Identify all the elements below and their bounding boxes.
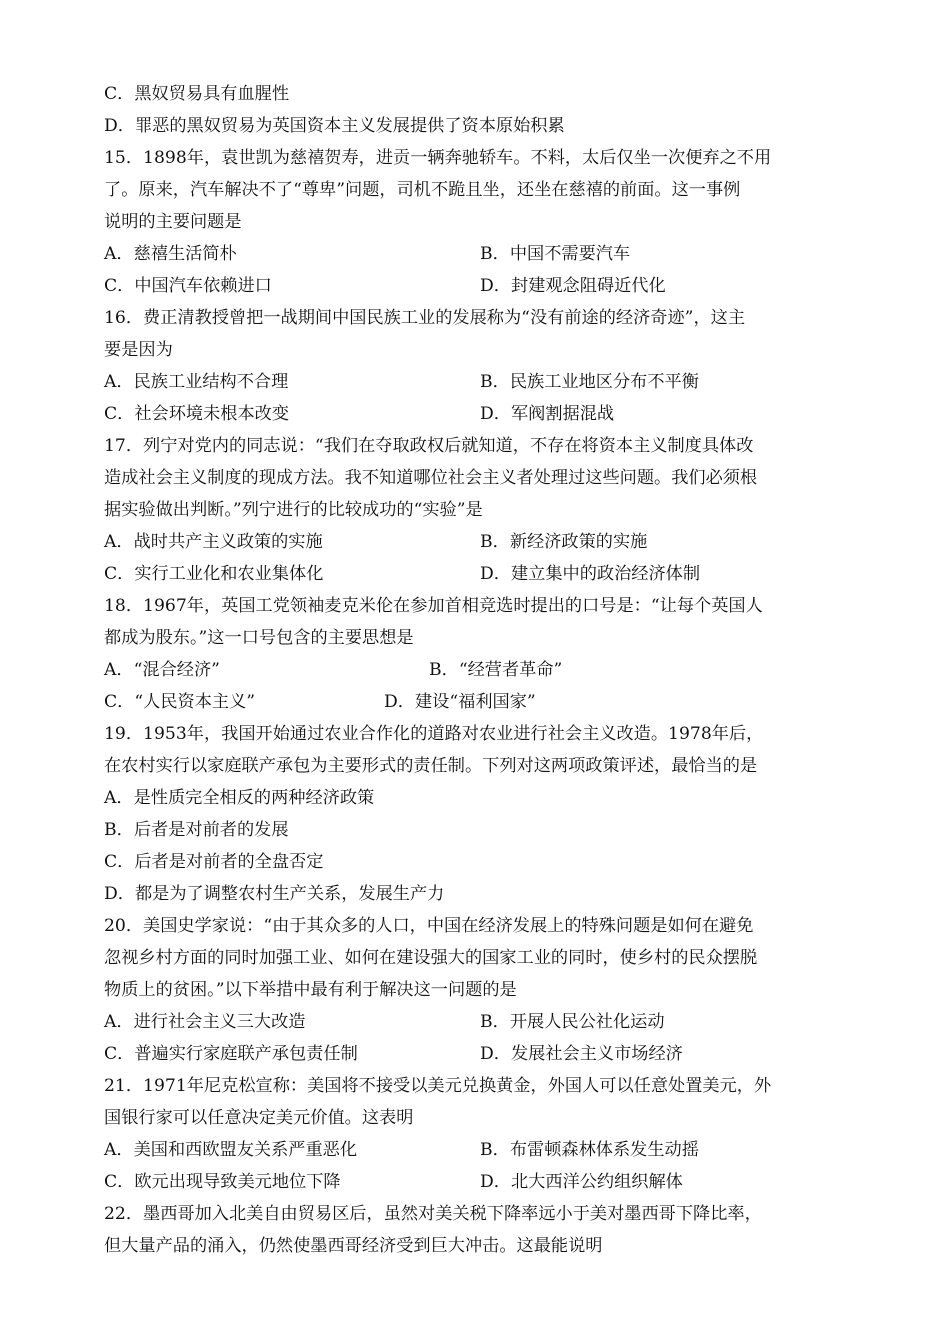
- q17-options-row-1: [104, 526, 844, 558]
- q18-options-row-1: [104, 654, 844, 686]
- q17-option-d: D．建立集中的政治经济体制: [480, 564, 701, 584]
- q15-option-c: C．中国汽车依赖进口: [104, 276, 272, 296]
- q17-options-row-2: [104, 558, 844, 590]
- q20-option-a: A．进行社会主义三大改造: [104, 1012, 306, 1032]
- q22-stem-line-2: 但大量产品的涌入，仍然使墨西哥经济受到巨大冲击。这最能说明: [104, 1236, 603, 1256]
- q16-stem-line-2: 要是因为: [104, 340, 173, 360]
- exam-page: [104, 78, 844, 1262]
- q20-option-b: B．开展人民公社化运动: [480, 1012, 665, 1032]
- q15-options-row-1: [104, 238, 844, 270]
- q15-stem-line-1: 15．1898年，袁世凯为慈禧贺寿，进贡一辆奔驰轿车。不料，太后仅坐一次便弃之不用: [104, 148, 772, 168]
- q21-stem-line-2: 国银行家可以任意决定美元价值。这表明: [104, 1108, 414, 1128]
- q15-option-a: A．慈禧生活简朴: [104, 244, 237, 264]
- q21-option-d: D．北大西洋公约组织解体: [480, 1172, 683, 1192]
- q17-option-a: A．战时共产主义政策的实施: [104, 532, 323, 552]
- q18-stem-line-2: 都成为股东。”这一口号包含的主要思想是: [104, 628, 414, 648]
- q18-option-a: A．“混合经济”: [104, 660, 220, 680]
- q17-stem-line-3: 据实验做出判断。”列宁进行的比较成功的“实验”是: [104, 500, 483, 520]
- q21-option-b: B．布雷顿森林体系发生动摇: [480, 1140, 699, 1160]
- q19-option-b: B．后者是对前者的发展: [104, 820, 289, 840]
- q20-options-row-2: [104, 1038, 844, 1070]
- q19-stem-line-1: 19．1953年，我国开始通过农业合作化的道路对农业进行社会主义改造。1978年后，: [104, 724, 764, 744]
- q16-stem-line-1: 16．费正清教授曾把一战期间中国民族工业的发展称为“没有前途的经济奇迹”，这主: [104, 308, 746, 328]
- q19-option-a: A．是性质完全相反的两种经济政策: [104, 788, 375, 808]
- q16-option-c: C．社会环境未根本改变: [104, 404, 290, 424]
- q17-stem-line-2: 造成社会主义制度的现成方法。我不知道哪位社会主义者处理过这些问题。我们必须根: [104, 468, 758, 488]
- q16-options-row-1: [104, 366, 844, 398]
- q15-option-b: B．中国不需要汽车: [480, 244, 631, 264]
- q20-stem-line-3: 物质上的贫困。”以下举措中最有利于解决这一问题的是: [104, 980, 517, 1000]
- q20-stem-line-2: 忽视乡村方面的同时加强工业、如何在建设强大的国家工业的同时，使乡村的民众摆脱: [104, 948, 758, 968]
- q19-option-d: D．都是为了调整农村生产关系，发展生产力: [104, 884, 445, 904]
- q18-option-d: D．建设“福利国家”: [384, 692, 536, 712]
- q21-option-a: A．美国和西欧盟友关系严重恶化: [104, 1140, 358, 1160]
- q20-option-c: C．普遍实行家庭联产承包责任制: [104, 1044, 358, 1064]
- q18-options-row-2: [104, 686, 844, 718]
- q21-options-row-1: [104, 1134, 844, 1166]
- q18-stem-line-1: 18．1967年，英国工党领袖麦克米伦在参加首相竞选时提出的口号是：“让每个英国人: [104, 596, 763, 616]
- q21-options-row-2: [104, 1166, 844, 1198]
- q21-stem-line-1: 21．1971年尼克松宣称：美国将不接受以美元兑换黄金，外国人可以任意处置美元，外: [104, 1076, 772, 1096]
- q14-option-c: C．黑奴贸易具有血腥性: [104, 84, 290, 104]
- q20-stem-line-1: 20．美国史学家说：“由于其众多的人口，中国在经济发展上的特殊问题是如何在避免: [104, 916, 754, 936]
- q19-stem-line-2: 在农村实行以家庭联产承包为主要形式的责任制。下列对这两项政策评述，最恰当的是: [104, 756, 758, 776]
- q18-option-c: C．“人民资本主义”: [104, 692, 256, 712]
- q14-option-d: D．罪恶的黑奴贸易为英国资本主义发展提供了资本原始积累: [104, 116, 565, 136]
- q19-option-c: C．后者是对前者的全盘否定: [104, 852, 324, 872]
- q15-option-d: D．封建观念阻碍近代化: [480, 276, 666, 296]
- q15-stem-line-3: 说明的主要问题是: [104, 212, 242, 232]
- q15-stem-line-2: 了。原来，汽车解决不了“尊卑”问题，司机不跪且坐，还坐在慈禧的前面。这一事例: [104, 180, 741, 200]
- q17-stem-line-1: 17．列宁对党内的同志说：“我们在夺取政权后就知道，不存在将资本主义制度具体改: [104, 436, 754, 456]
- q15-options-row-2: [104, 270, 844, 302]
- q20-option-d: D．发展社会主义市场经济: [480, 1044, 683, 1064]
- q16-option-a: A．民族工业结构不合理: [104, 372, 289, 392]
- q17-option-c: C．实行工业化和农业集体化: [104, 564, 324, 584]
- q18-option-b: B．“经营者革命”: [429, 660, 563, 680]
- q21-option-c: C．欧元出现导致美元地位下降: [104, 1172, 341, 1192]
- q16-option-d: D．军阀割据混战: [480, 404, 615, 424]
- q16-options-row-2: [104, 398, 844, 430]
- q22-stem-line-1: 22．墨西哥加入北美自由贸易区后，虽然对美关税下降率远小于美对墨西哥下降比率，: [104, 1204, 762, 1224]
- q16-option-b: B．民族工业地区分布不平衡: [480, 372, 699, 392]
- q20-options-row-1: [104, 1006, 844, 1038]
- q17-option-b: B．新经济政策的实施: [480, 532, 648, 552]
